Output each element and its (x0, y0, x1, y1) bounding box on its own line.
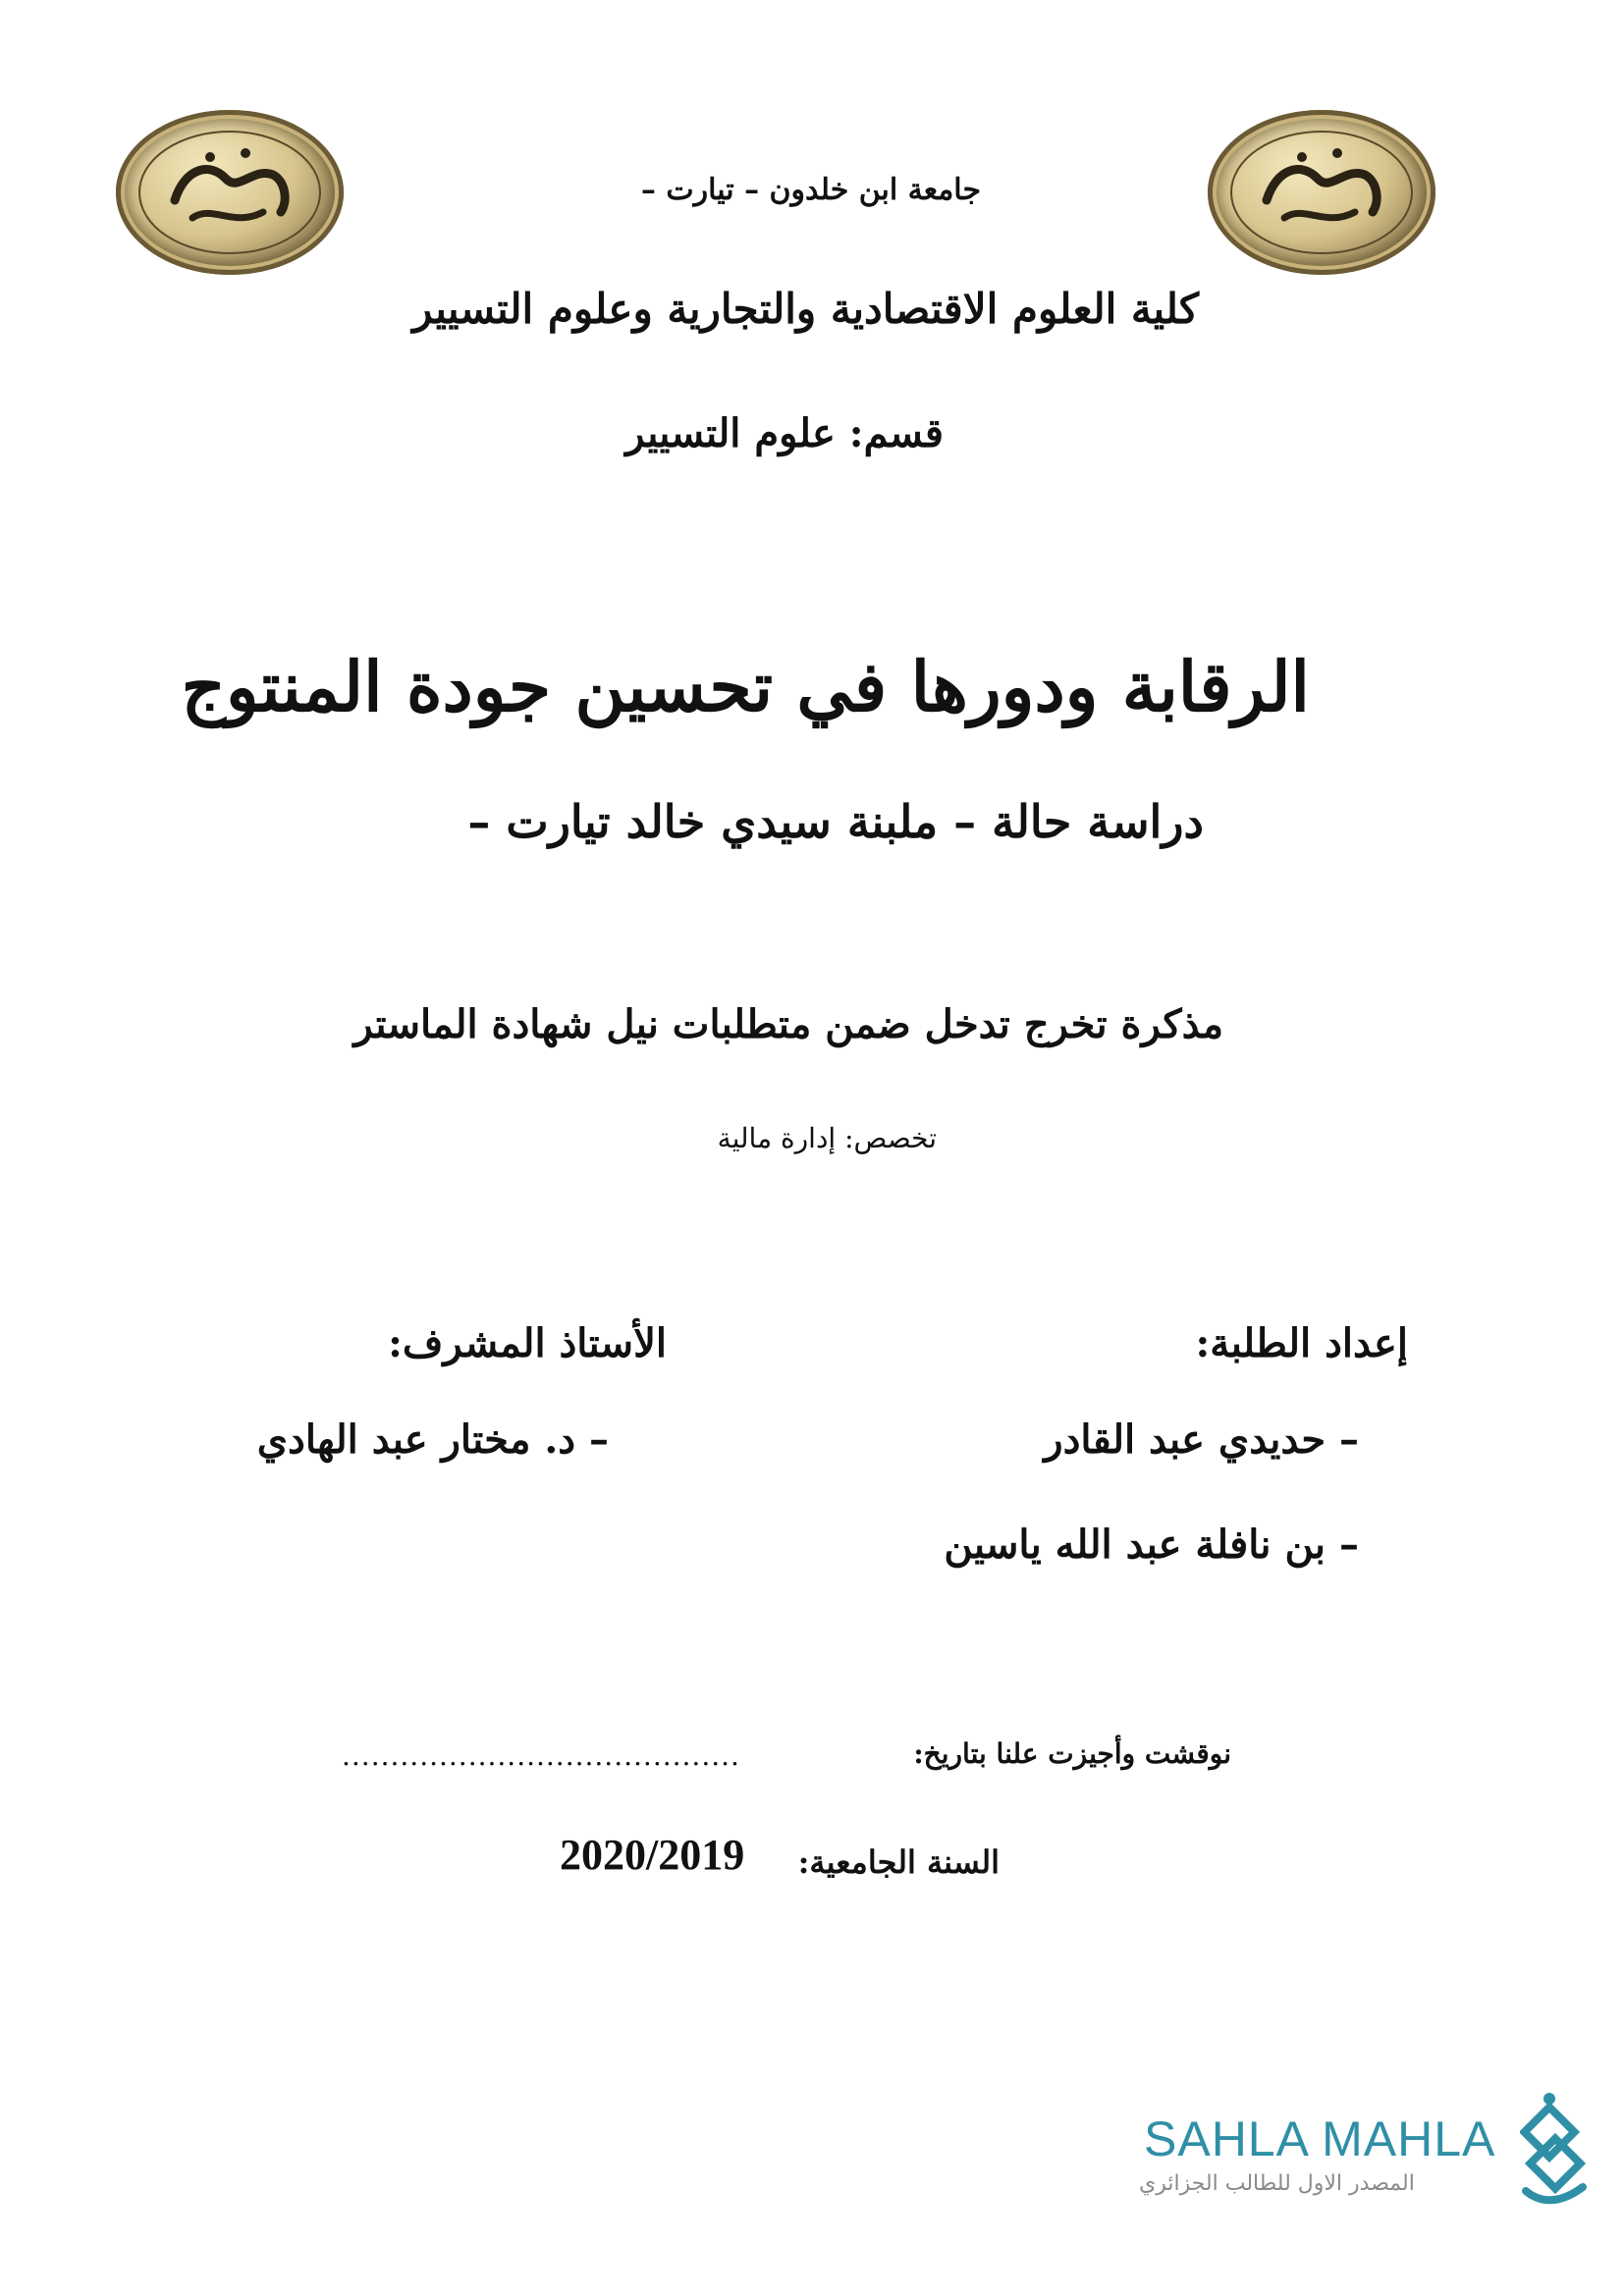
academic-year-label: السنة الجامعية: (797, 1843, 1000, 1881)
department-name: قسم: علوم التسيير (625, 410, 944, 456)
university-name: جامعة ابن خلدون – تيارت – (640, 173, 981, 207)
academic-year-value: 2020/2019 (560, 1831, 745, 1879)
defense-date-label: نوقشت وأجيزت علنا بتاريخ: (913, 1737, 1231, 1770)
university-seal-left (116, 110, 344, 275)
supervisor-heading: الأستاذ المشرف: (388, 1320, 667, 1366)
specialty: تخصص: إدارة مالية (717, 1122, 937, 1154)
logo-tagline: المصدر الاول للطالب الجزائري (1139, 2171, 1415, 2196)
university-seal-icon (1208, 110, 1435, 275)
university-seal-right (1208, 110, 1435, 275)
student-name-1: – حديدي عبد القادر (1044, 1416, 1359, 1463)
university-seal-icon (116, 110, 344, 275)
supervisor-name: – د. مختار عبد الهادي (256, 1416, 609, 1463)
case-study-subtitle: دراسة حالة – ملبنة سيدي خالد تيارت – (467, 795, 1204, 848)
sahla-mahla-logo (1144, 2110, 1495, 2167)
thesis-title: الرقابة ودورها في تحسين جودة المنتوج (181, 646, 1310, 727)
student-name-2: – بن نافلة عبد الله ياسين (944, 1522, 1359, 1568)
logo-name: SAHLA MAHLA (1144, 2111, 1496, 2166)
sahla-mahla-logo-icon (1520, 2089, 1591, 2216)
thesis-statement: مذكرة تخرج تدخل ضمن متطلبات نيل شهادة الماستر (353, 1001, 1223, 1047)
faculty-name: كلية العلوم الاقتصادية والتجارية وعلوم التسيير (412, 285, 1199, 333)
defense-date-dots: ......................................... (342, 1739, 740, 1772)
students-heading: إعداد الطلبة: (1195, 1320, 1408, 1366)
